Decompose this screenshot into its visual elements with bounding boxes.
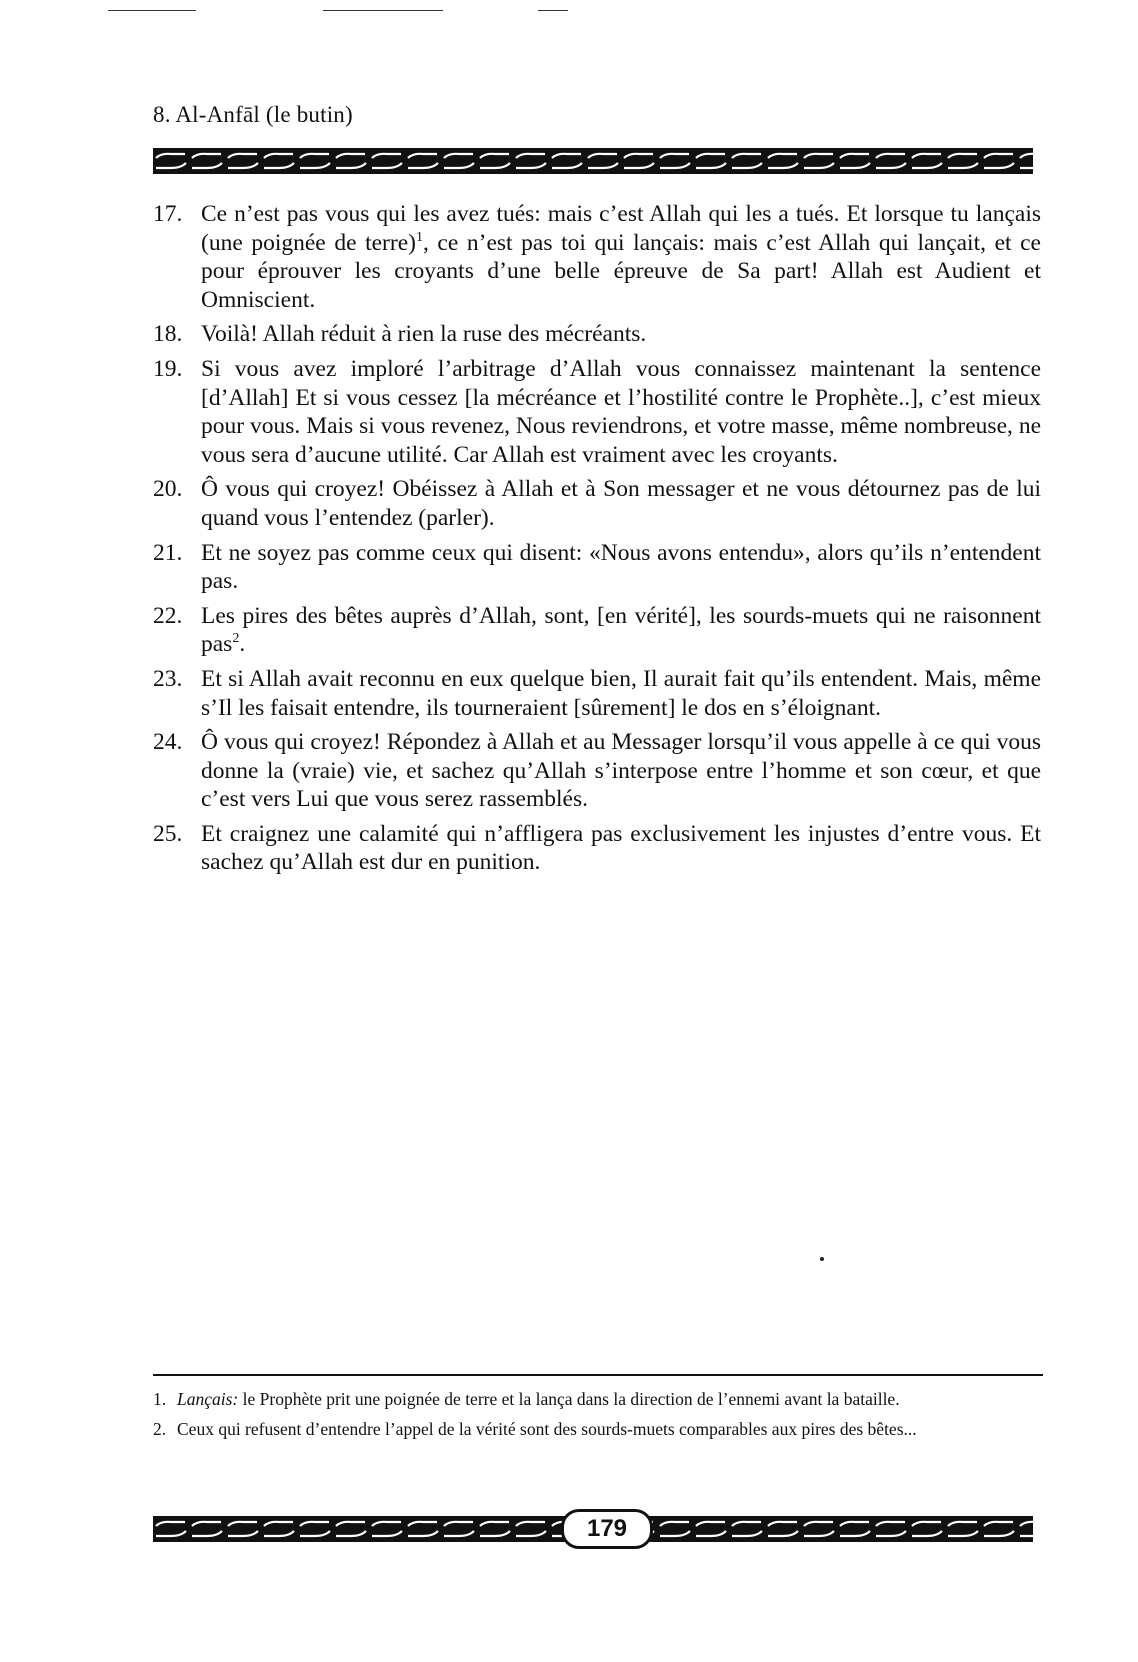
footnote-ref: 1 bbox=[415, 229, 423, 245]
verse-number: 22. bbox=[153, 602, 183, 629]
verse-24 bbox=[153, 728, 1041, 814]
page-number: 179 bbox=[561, 1509, 653, 1549]
print-speck bbox=[820, 1257, 824, 1261]
top-rule-middle bbox=[323, 10, 443, 11]
verse-text: Les pires des bêtes auprès d’Allah, sont, [en vérité], les sourds-muets qui ne raisonnent pas$^2$. bbox=[201, 602, 1041, 658]
verse-number: 20. bbox=[153, 476, 183, 503]
footnote-text: Ceux qui refusent d’entendre l’appel de la vérité sont des sourds-muets comparables aux pires des bêtes... bbox=[177, 1419, 917, 1439]
chain-ornament bbox=[153, 148, 1033, 174]
verse-number: 19. bbox=[153, 355, 183, 382]
ornamental-band-top bbox=[153, 148, 1033, 174]
verse-text: Et ne soyez pas comme ceux qui disent: «Nous avons entendu», alors qu’ils n’entendent pas. bbox=[201, 539, 1041, 595]
verse-number: 24. bbox=[153, 729, 183, 756]
verse-21 bbox=[153, 539, 1041, 596]
verse-18 bbox=[153, 320, 1041, 349]
verse-text: Ô vous qui croyez! Répondez à Allah et au Messager lorsqu’il vous appelle à ce qui vous donne la (vraie) vie, et sachez qu’Allah s’interpose entre l’homme et son cœur, et que c’est vers Lui que vous serez rassemblés. bbox=[201, 729, 1041, 813]
verse-number: 23. bbox=[153, 665, 183, 692]
verse-text: Voilà! Allah réduit à rien la ruse des mécréants. bbox=[201, 321, 647, 348]
verse-text: Si vous avez imploré l’arbitrage d’Allah vous connaissez maintenant la sentence [d’Allah] Et si vous cessez [la mécréance et l’hostilité contre le Prophète..], c’est mieux pour vous. Mais si vous revenez, Nous reviendrons, et votre masse, même nombreuse, ne vous sera d’aucune utilité. Car Allah est vraiment avec les croyants. bbox=[201, 355, 1041, 468]
footnote-text: Lançais: le Prophète prit une poignée de terre et la lança dans la direction de l’ennemi avant la bataille. bbox=[177, 1389, 900, 1409]
verse-17 bbox=[153, 200, 1041, 314]
footnote-list bbox=[153, 1388, 1041, 1448]
footnote-2 bbox=[153, 1418, 1041, 1440]
footnote-number: 2. bbox=[153, 1419, 167, 1439]
footnote-number: 1. bbox=[153, 1389, 167, 1409]
top-rule-left bbox=[108, 10, 196, 11]
verse-number: 25. bbox=[153, 820, 183, 847]
verse-text: Ce n’est pas vous qui les avez tués: mais c’est Allah qui les a tués. Et lorsque tu lançais (une poignée de terre)$^1$, ce n’est pas toi qui lançais: mais c’est Allah qui lançait, et ce pour éprouver les croyants d’une belle épreuve de Sa part! Allah est Audient et Omniscient. bbox=[201, 201, 1041, 313]
verse-19 bbox=[153, 355, 1041, 469]
verse-22 bbox=[153, 602, 1041, 659]
verse-number: 17. bbox=[153, 201, 183, 227]
verse-text: Et si Allah avait reconnu en eux quelque bien, Il aurait fait qu’ils entendent. Mais, même s’Il les faisait entendre, ils tourneraient [sûrement] le dos en s’éloignant. bbox=[201, 665, 1041, 721]
verse-text: Ô vous qui croyez! Obéissez à Allah et à Son messager et ne vous détournez pas de lui quand vous l’entendez (parler). bbox=[201, 476, 1041, 531]
footnote-term: Lançais: bbox=[177, 1389, 239, 1409]
verse-number: 21. bbox=[153, 539, 183, 566]
top-rule-right bbox=[538, 10, 568, 11]
footnote-1 bbox=[153, 1388, 1041, 1410]
verse-25 bbox=[153, 820, 1041, 877]
verse-text: Et craignez une calamité qui n’affligera pas exclusivement les injustes d’entre vous. Et sachez qu’Allah est dur en punition. bbox=[201, 820, 1041, 876]
chapter-title: 8. Al-Anfāl (le butin) bbox=[153, 102, 353, 127]
verse-number: 18. bbox=[153, 321, 183, 348]
footnote-ref: 2 bbox=[232, 631, 240, 647]
verse-20 bbox=[153, 475, 1041, 532]
verse-list bbox=[153, 200, 1041, 883]
verse-23 bbox=[153, 665, 1041, 722]
footnote-divider bbox=[153, 1374, 1043, 1376]
